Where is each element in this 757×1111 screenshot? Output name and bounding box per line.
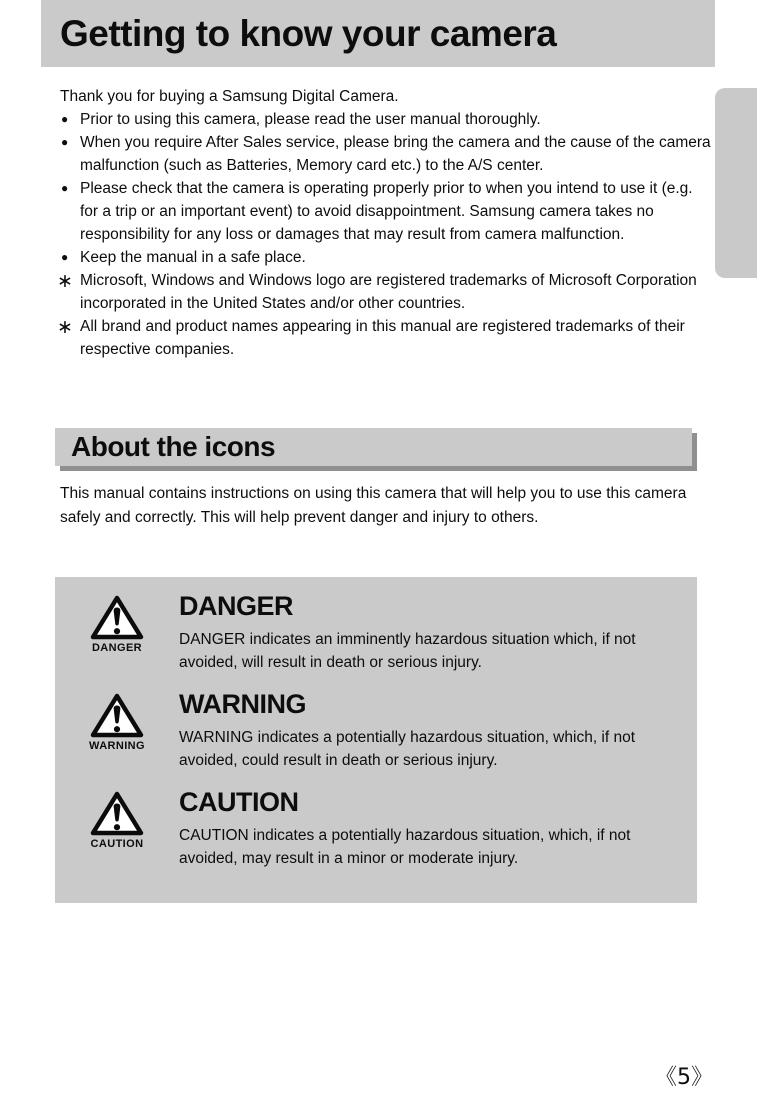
- note-item-text: Microsoft, Windows and Windows logo are registered trademarks of Microsoft Corporation incorporated in the United States and/or other countries.: [80, 272, 697, 312]
- caution-description: CAUTION indicates a potentially hazardous situation, which, if not avoided, may result in a minor or moderate injury.: [179, 827, 631, 867]
- chapter-index-tab: [715, 88, 757, 278]
- danger-text-cell: [179, 591, 687, 689]
- caution-text-cell: [179, 787, 687, 885]
- caution-icon-label: CAUTION: [90, 838, 144, 850]
- section-description: This manual contains instructions on using this camera that will help you to use this camera safely and correctly. This will help prevent danger and injury to others.: [60, 485, 687, 526]
- danger-description: DANGER indicates an imminently hazardous situation which, if not avoided, will result in death or serious injury.: [179, 631, 636, 671]
- page-title: Getting to know your camera: [60, 12, 557, 54]
- notice-row-warning: [77, 689, 697, 787]
- warning-description: WARNING indicates a potentially hazardous situation, which, if not avoided, could result in death or serious injury.: [179, 729, 636, 769]
- caution-heading: CAUTION: [179, 787, 299, 817]
- bullet-icon: ●: [61, 135, 69, 149]
- intro-text-block: [57, 85, 712, 361]
- warning-icon-label: WARNING: [89, 740, 145, 752]
- note-item: [57, 269, 712, 315]
- intro-lead: Thank you for buying a Samsung Digital Camera.: [60, 88, 399, 105]
- warning-heading: WARNING: [179, 689, 306, 719]
- danger-icon-cell: [77, 591, 157, 689]
- danger-icon-label: DANGER: [91, 642, 143, 654]
- note-item: [57, 315, 712, 361]
- page-header-band: [41, 0, 715, 67]
- warning-triangle-icon: [90, 692, 144, 739]
- list-item-text: Keep the manual in a safe place.: [80, 249, 306, 266]
- caution-triangle-icon: [90, 790, 144, 837]
- list-item-text: When you require After Sales service, please bring the camera and the cause of the camera malfunction (such as Batteries, Memory card etc.) to the A/S center.: [80, 134, 711, 174]
- list-item-text: Prior to using this camera, please read the user manual thoroughly.: [80, 111, 541, 128]
- asterisk-icon: ∗: [57, 271, 73, 292]
- section-title: About the icons: [71, 431, 276, 462]
- bullet-icon: ●: [61, 181, 69, 195]
- bullet-icon: ●: [61, 250, 69, 264]
- bullet-icon: ●: [61, 112, 69, 126]
- notice-row-danger: [77, 591, 697, 689]
- list-item: [60, 131, 712, 177]
- note-item-text: All brand and product names appearing in this manual are registered trademarks of their respective companies.: [80, 318, 685, 358]
- list-item: [60, 177, 712, 246]
- warning-text-cell: [179, 689, 687, 787]
- list-item: [60, 108, 712, 131]
- list-item: [60, 246, 712, 269]
- section-header-about-icons: [55, 428, 692, 466]
- warning-icon-cell: [77, 689, 157, 787]
- page-number: 《5》: [655, 1065, 713, 1090]
- caution-icon-cell: [77, 787, 157, 885]
- danger-heading: DANGER: [179, 591, 294, 621]
- icon-definitions-box: [55, 577, 697, 903]
- list-item-text: Please check that the camera is operating properly prior to when you intend to use it (e.g. for a trip or an important event) to avoid disappointment. Samsung camera takes no responsibility for any loss or damages that may result from camera malfunction.: [80, 180, 693, 243]
- notice-row-caution: [77, 787, 697, 885]
- asterisk-icon: ∗: [57, 317, 73, 338]
- danger-triangle-icon: [90, 594, 144, 641]
